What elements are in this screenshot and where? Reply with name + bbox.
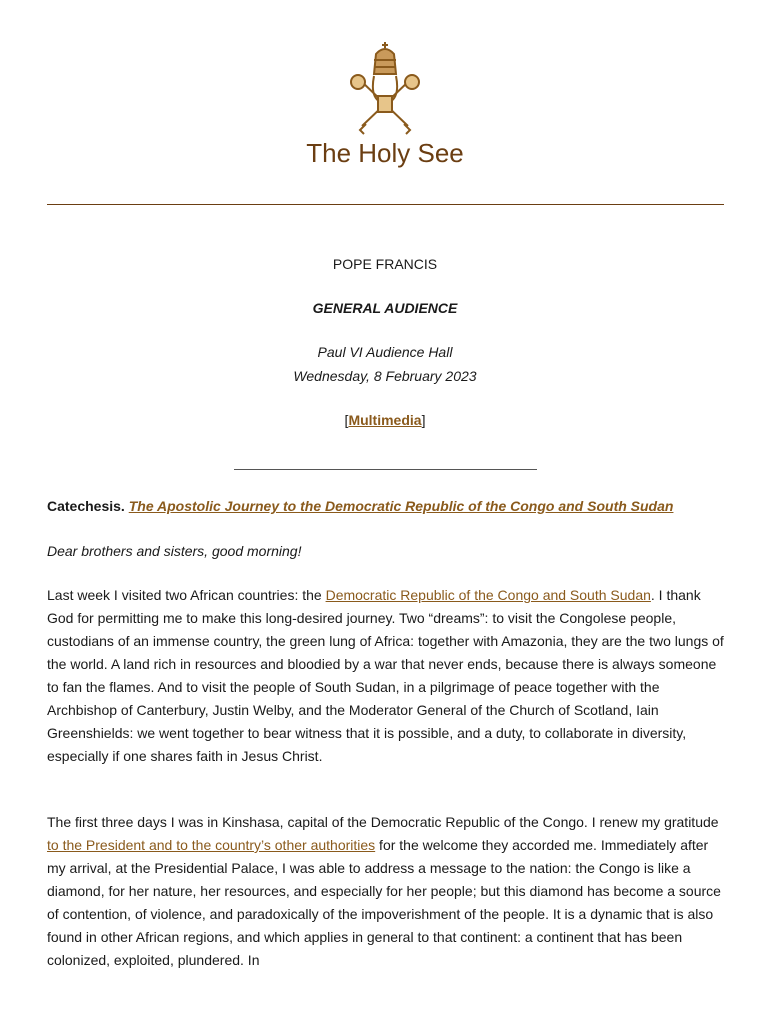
paragraph-2-lead: The first three days I was in Kinshasa, capital of the Democratic Republic of the Congo. I renew my gratitude xyxy=(47,814,719,830)
greeting: Dear brothers and sisters, good morning! xyxy=(47,543,302,559)
drc-south-sudan-link[interactable]: Democratic Republic of the Congo and South Sudan xyxy=(325,587,651,603)
bracket-close: ] xyxy=(421,412,426,428)
author-name: POPE FRANCIS xyxy=(332,256,438,272)
paragraph-2 xyxy=(47,811,727,972)
catechesis-heading xyxy=(47,498,673,514)
event-date: Wednesday, 8 February 2023 xyxy=(293,368,477,384)
paragraph-1 xyxy=(47,584,727,768)
multimedia-line xyxy=(0,412,770,428)
bracket-open: [ xyxy=(344,412,349,428)
holy-see-coat-of-arms-logo xyxy=(340,40,430,136)
catechesis-label: Catechesis. xyxy=(47,498,125,514)
section-divider xyxy=(234,469,537,470)
catechesis-title-link[interactable]: The Apostolic Journey to the Democratic Republic of the Congo and South Sudan xyxy=(128,498,674,514)
paragraph-1-rest: . I thank God for permitting me to make this long-desired journey. Two “dreams”: to visit the Congolese people, custodians of an immense country, the green lung of Africa: together with Amazonia, they are the two lungs of the world. A land rich in resources and bloodied by a war that never ends, because there is always someone to fan the flames. And to visit the people of South Sudan, in a pilgrimage of peace together with the Archbishop of Canterbury, Justin Welby, and the Moderator General of the Church of Scotland, Iain Greenshields: we went together to bear witness that it is possible, and a duty, to collaborate in diversity, especially if one shares faith in Jesus Christ. xyxy=(47,587,724,764)
event-place: Paul VI Audience Hall xyxy=(317,344,453,360)
paragraph-2-rest: for the welcome they accorded me. Immediately after my arrival, at the Presidential Palace, I was able to address a message to the nation: the Congo is like a diamond, for her nature, her resources, and especially for her people; but this diamond has become a source of contention, of violence, and paradoxically of the impoverishment of the people. It is a dynamic that is also found in other African regions, and which applies in general to that continent: a continent that has been colonized, exploited, plundered. In xyxy=(47,837,721,968)
president-authorities-link[interactable]: to the President and to the country’s other authorities xyxy=(47,837,376,853)
multimedia-link[interactable]: Multimedia xyxy=(348,412,422,428)
paragraph-1-lead: Last week I visited two African countries: the xyxy=(47,587,326,603)
header-divider xyxy=(47,204,724,205)
event-title: GENERAL AUDIENCE xyxy=(312,300,458,316)
site-title: The Holy See xyxy=(306,138,464,168)
